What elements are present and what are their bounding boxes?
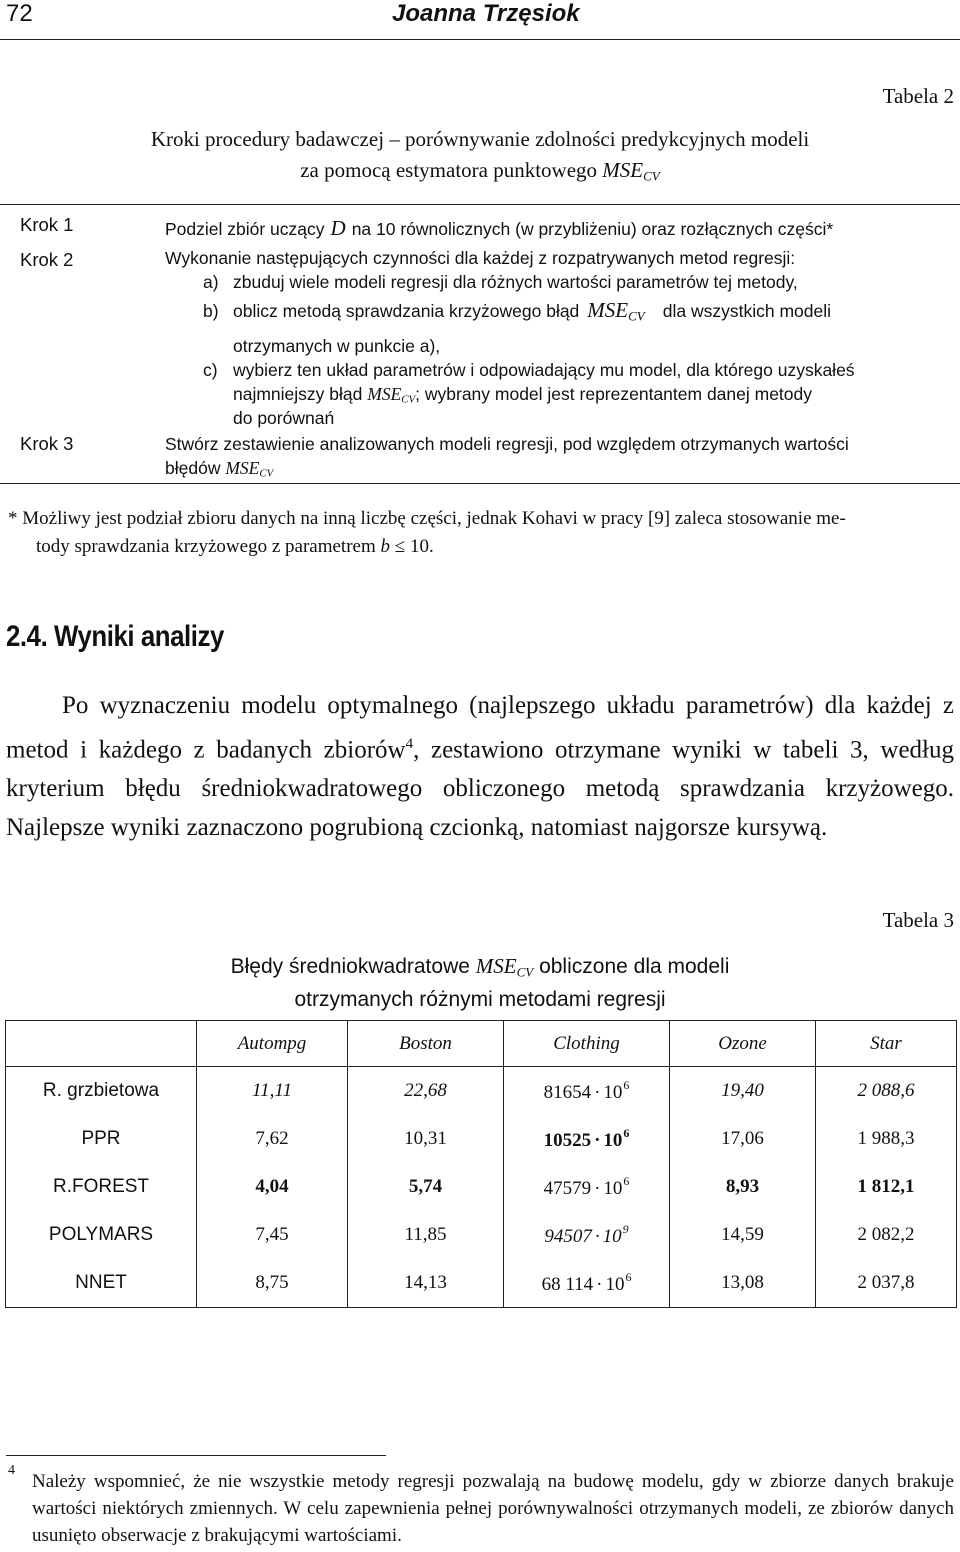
autompg-cell: 7,45 — [197, 1211, 348, 1259]
method-cell: NNET — [6, 1259, 197, 1308]
method-cell: R.FOREST — [6, 1163, 197, 1211]
step2-intro: Wykonanie następujących czynności dla każdej z rozpatrywanych metod regresji: — [165, 248, 796, 268]
autompg-cell: 8,75 — [197, 1259, 348, 1308]
step-label-1: Krok 1 — [20, 214, 74, 235]
clothing-cell: $10525 \cdot 10^6$ — [504, 1115, 670, 1163]
ozone-cell: 17,06 — [670, 1115, 816, 1163]
mse-symbol: $MSE_{CV}$ — [475, 954, 534, 980]
header-method — [6, 1021, 197, 1067]
star-cell: 2 088,6 — [816, 1067, 957, 1116]
footnote-rule — [6, 1455, 386, 1456]
step2-item-b: b) oblicz metodą sprawdzania krzyżowego błąd $MSE_{CV}$ dla wszystkich modeli — [203, 298, 832, 324]
header-ozone: Ozone — [670, 1021, 816, 1067]
table-row — [6, 1115, 957, 1163]
header-rule — [0, 39, 960, 40]
boston-cell: 5,74 — [348, 1163, 504, 1211]
footnote-mark: 4 — [8, 1463, 15, 1478]
section-heading: 2.4. Wyniki analizy — [6, 620, 224, 653]
table-row — [6, 1259, 957, 1308]
step2-item-c-line3: do porównań — [233, 408, 335, 428]
star-cell: 2 037,8 — [816, 1259, 957, 1308]
header-star: Star — [816, 1021, 957, 1067]
mse-symbol: $MSE_{CV}$ — [367, 384, 416, 406]
step3-text-line2: błędów $MSE_{CV}$ — [165, 458, 274, 480]
table3-caption: Błędy średniokwadratowe $MSE_{CV}$ obliczone dla modeli otrzymanych różnymi metodami regresji — [230, 954, 730, 1012]
method-cell: R. grzbietowa — [6, 1067, 197, 1116]
mse-symbol: $MSE_{CV}$ — [602, 158, 660, 184]
table2-label: Tabela 2 — [882, 84, 954, 108]
table2-caption-line2-prefix: za pomocą estymatora punktowego — [300, 158, 598, 182]
mse-symbol: $MSE_{CV}$ — [587, 298, 645, 324]
results-table — [5, 1020, 957, 1308]
boston-cell: 22,68 — [348, 1067, 504, 1116]
clothing-cell: 68 $114 \cdot 10^6$ — [504, 1259, 670, 1308]
ozone-cell: 19,40 — [670, 1067, 816, 1116]
boston-cell: 10,31 — [348, 1115, 504, 1163]
autompg-cell: 4,04 — [197, 1163, 348, 1211]
table2-rule-top — [0, 204, 960, 205]
table2-caption-line1: Kroki procedury badawczej – porównywanie zdolności predykcyjnych modeli — [150, 127, 810, 151]
star-cell: 2 082,2 — [816, 1211, 957, 1259]
autompg-cell: 7,62 — [197, 1115, 348, 1163]
boston-cell: 14,13 — [348, 1259, 504, 1308]
table-row — [6, 1163, 957, 1211]
table2-rule-bottom — [0, 483, 960, 484]
header-autompg: Autompg — [197, 1021, 348, 1067]
step2-item-c: c) wybierz ten układ parametrów i odpowiadający mu model, dla którego uzyskałeś — [203, 360, 855, 380]
step-label-3: Krok 3 — [20, 433, 74, 454]
table2-caption-line2 — [60, 155, 900, 191]
boston-cell: 11,85 — [348, 1211, 504, 1259]
table2-caption — [60, 124, 900, 191]
header-boston: Boston — [348, 1021, 504, 1067]
clothing-cell: $94507 \cdot 10^9$ — [504, 1211, 670, 1259]
step2-item-a: a) zbuduj wiele modeli regresji dla różnych wartości parametrów tej metody, — [203, 272, 798, 292]
page-number: 72 — [6, 0, 33, 27]
step-label-2: Krok 2 — [20, 249, 74, 270]
star-cell: 1 812,1 — [816, 1163, 957, 1211]
footnote-text: Należy wspomnieć, że nie wszystkie metody regresji pozwalają na budowę modelu, gdy w zbiorze danych brakuje wartości niektórych zmiennych. W celu zapewnienia pełnej porównywalności otrzymanych modeli, ze zbiorów danych usunięto obserwacje z brakującymi wartościami. — [32, 1471, 954, 1546]
mse-symbol: $MSE_{CV}$ — [225, 458, 274, 480]
method-cell: PPR — [6, 1115, 197, 1163]
table3-label: Tabela 3 — [882, 908, 954, 932]
table-header-row — [6, 1021, 957, 1067]
table2-footnote: * Możliwy jest podział zbioru danych na inną liczbę części, jednak Kohavi w pracy [9] zaleca stosowanie me- tody sprawdzania krzyżowego z parametrem b ≤ 10. — [8, 508, 846, 557]
running-head: Joanna Trzęsiok — [392, 0, 580, 27]
step1-text: Podziel zbiór uczący D na 10 równolicznych (w przybliżeniu) oraz rozłącznych części* — [165, 216, 834, 240]
ozone-cell: 13,08 — [670, 1259, 816, 1308]
dataset-symbol: D — [330, 216, 346, 240]
star-cell: 1 988,3 — [816, 1115, 957, 1163]
ozone-cell: 14,59 — [670, 1211, 816, 1259]
table-row — [6, 1211, 957, 1259]
body-paragraph: Po wyznaczeniu modelu optymalnego (najlepszego układu parametrów) dla każdej z metod i każdego z badanych zbiorów$^4$, zestawiono otrzymane wyniki w tabeli 3, według kryterium błędu średniokwadratowego obliczonego metodą sprawdzania krzyżowego. Najlepsze wyniki zaznaczono pogrubioną czcionką, natomiast najgorsze kursywą. — [6, 692, 954, 842]
header-clothing: Clothing — [504, 1021, 670, 1067]
step2-item-b-line2: otrzymanych w punkcie a), — [233, 336, 441, 356]
clothing-cell: $47579 \cdot 10^6$ — [504, 1163, 670, 1211]
ozone-cell: 8,93 — [670, 1163, 816, 1211]
method-cell: POLYMARS — [6, 1211, 197, 1259]
step2-item-c-line2: najmniejszy błąd $MSE_{CV}$; wybrany model jest reprezentantem danej metody — [233, 384, 813, 406]
clothing-cell: $81654 \cdot 10^6$ — [504, 1067, 670, 1116]
autompg-cell: 11,11 — [197, 1067, 348, 1116]
footnote-ref: 4 — [405, 736, 414, 752]
table-row — [6, 1067, 957, 1116]
step3-text: Stwórz zestawienie analizowanych modeli regresji, pod względem otrzymanych wartości — [165, 434, 849, 454]
